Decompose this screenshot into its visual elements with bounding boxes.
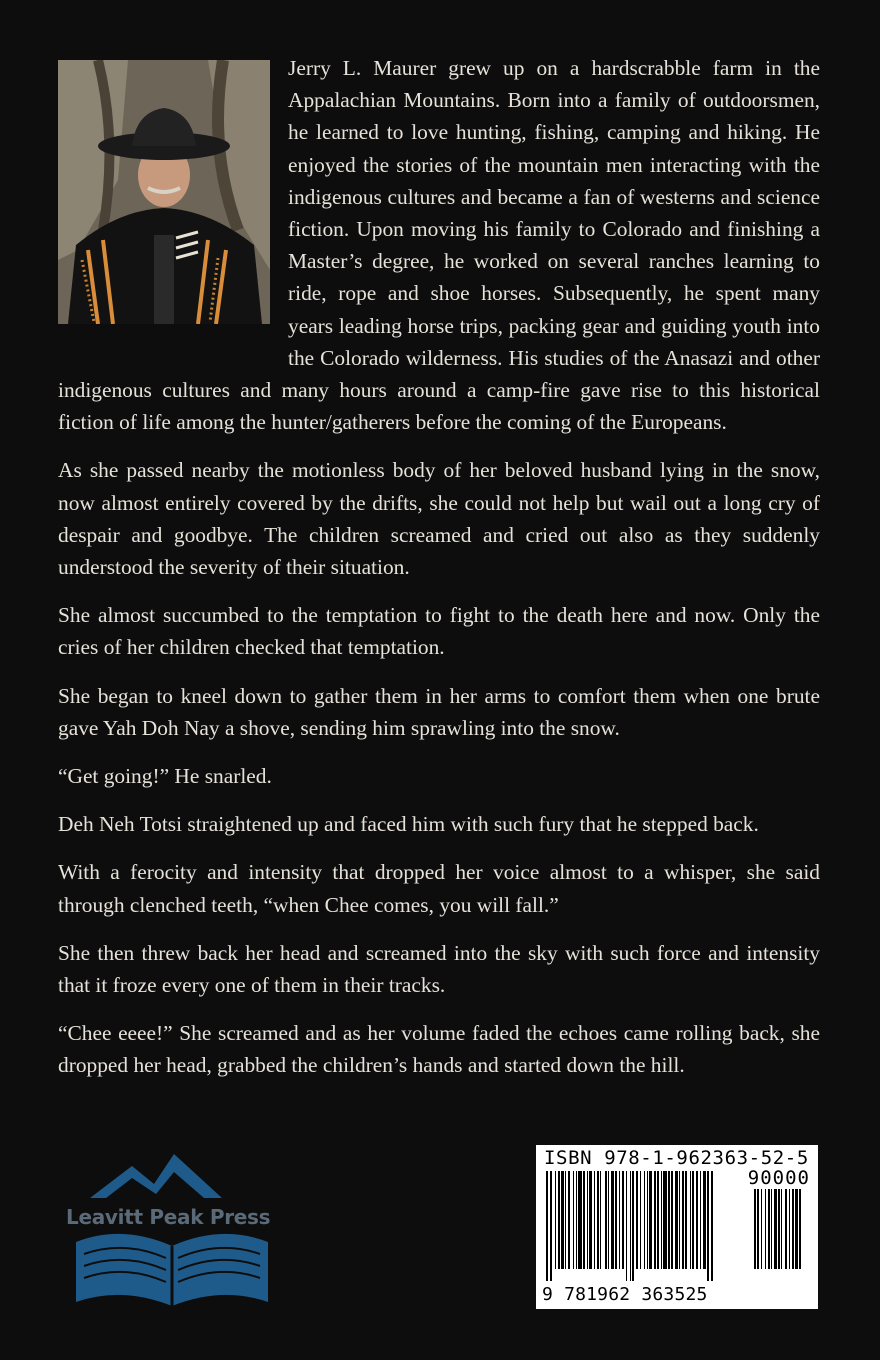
back-cover-text [58, 52, 820, 1098]
barcode-bar [608, 1171, 609, 1269]
barcode-bar [774, 1189, 777, 1269]
excerpt-paragraph: “Chee eeee!” She screamed and as her volume faded the echoes came rolling back, she dropped her head, grabbed the children’s hands and started down the hill. [58, 1021, 820, 1078]
barcode-bar [622, 1171, 624, 1269]
barcode-bar [692, 1171, 694, 1269]
photo-spacer [58, 52, 288, 342]
barcode-bar [573, 1171, 574, 1269]
excerpt-paragraph: She began to kneel down to gather them in her arms to comfort them when one brute gave Yah Doh Nay a shove, sending him sprawling into the snow. [58, 683, 820, 740]
barcode-bar [765, 1189, 766, 1269]
barcode-bar [626, 1171, 627, 1281]
isbn-barcode [536, 1145, 818, 1309]
barcode-bar [589, 1171, 592, 1269]
barcode-bar [546, 1171, 548, 1281]
barcode-bar [792, 1189, 794, 1269]
barcode-bar [654, 1171, 656, 1269]
barcode-bar [690, 1171, 691, 1269]
barcode-bar [565, 1171, 566, 1269]
barcode-bar [640, 1171, 641, 1269]
barcode-bar [685, 1171, 687, 1269]
barcode-bar [675, 1171, 678, 1269]
barcode-bar [597, 1171, 599, 1269]
barcode-bar [568, 1171, 570, 1269]
barcode-bar [605, 1171, 607, 1269]
barcode-bar [583, 1171, 585, 1269]
barcode-bar [647, 1171, 648, 1269]
barcode-bar [696, 1171, 698, 1269]
barcode-bar [785, 1189, 787, 1269]
addon-bars [754, 1189, 810, 1283]
barcode-bar [600, 1171, 601, 1269]
barcode-bar [757, 1189, 759, 1269]
barcode-bar [703, 1171, 706, 1269]
barcode-bar [550, 1171, 552, 1281]
barcode-bar [671, 1171, 673, 1269]
barcode-bar [707, 1171, 709, 1281]
excerpt-paragraph: “Get going!” He snarled. [58, 764, 272, 789]
barcode-bar [761, 1189, 762, 1269]
barcode-bar [768, 1189, 770, 1269]
barcode-bar [555, 1171, 556, 1269]
barcode-bar [789, 1189, 790, 1269]
barcode-bar [682, 1171, 684, 1269]
barcode-bar [594, 1171, 595, 1269]
price-code: 90000 [747, 1167, 810, 1189]
excerpt-paragraph: She almost succumbed to the temptation to fight to the death here and now. Only the cries of her children checked that temptation. [58, 603, 820, 660]
barcode-bar [781, 1189, 782, 1269]
barcode-bar [576, 1171, 577, 1269]
barcode-bar [649, 1171, 652, 1269]
barcode-bar [587, 1171, 588, 1269]
excerpt-paragraph: Deh Neh Totsi straightened up and faced him with such fury that he stepped back. [58, 812, 759, 837]
author-bio: Jerry L. Maurer grew up on a hardscrabble farm in the Appalachian Mountains. Born into a family of outdoorsmen, he learned to love hunting, fishing, camping and hiking. He enjoyed the stories of the mountain men interacting with the indigenous cultures and became a fan of westerns and science fiction. Upon moving his family to Colorado and finishing a Master’s degree, he worked on several ranches learning to ride, rope and shoe horses. Subsequently, he spent many years leading horse trips, packing gear and guiding youth into the Colorado wilderness. His studies of the Anasazi and other indigenous cultures and many hours around a camp-fire gave rise to this historical fiction of life among the hunter/gatherers before the coming of the Europeans. [58, 56, 820, 435]
barcode-bar [679, 1171, 680, 1269]
barcode-bar [578, 1171, 582, 1269]
barcode-bar [711, 1171, 713, 1281]
publisher-logo [62, 1150, 286, 1312]
barcode-bar [561, 1171, 564, 1269]
barcode-bar [795, 1189, 798, 1269]
barcode-bar [636, 1171, 638, 1269]
barcode-bar [700, 1171, 701, 1269]
barcode-bar [771, 1189, 772, 1269]
excerpt-paragraph: With a ferocity and intensity that dropped her voice almost to a whisper, she said through clenched teeth, “when Chee comes, you will fall.” [58, 860, 820, 917]
excerpt-paragraph: She then threw back her head and screamed into the sky with such force and intensity that it froze every one of them in their tracks. [58, 940, 820, 998]
excerpt-paragraph: As she passed nearby the motionless body of her beloved husband lying in the snow, now almost entirely covered by the drifts, she could not help but wail out a long cry of despair and goodbye. The children screamed and cried out also as they suddenly understood the severity of their situation. [58, 458, 820, 580]
barcode-bar [558, 1171, 560, 1269]
barcode-bar [657, 1171, 659, 1269]
ean-bars [546, 1171, 746, 1283]
barcode-bar [663, 1171, 667, 1269]
barcode-bar [644, 1171, 645, 1269]
barcode-bar [778, 1189, 780, 1269]
ean-digits: 9 781962 363525 [542, 1284, 708, 1305]
isbn-text: ISBN 978-1-962363-52-5 [544, 1147, 809, 1169]
barcode-bar [619, 1171, 620, 1269]
barcode-bar [630, 1171, 631, 1281]
barcode-bar [754, 1189, 756, 1269]
publisher-name: Leavitt Peak Press [66, 1205, 271, 1229]
barcode-bar [611, 1171, 614, 1269]
barcode-bar [615, 1171, 617, 1269]
barcode-bar [632, 1171, 634, 1281]
barcode-bar [668, 1171, 670, 1269]
barcode-bar [661, 1171, 662, 1269]
barcode-bar [799, 1189, 801, 1269]
